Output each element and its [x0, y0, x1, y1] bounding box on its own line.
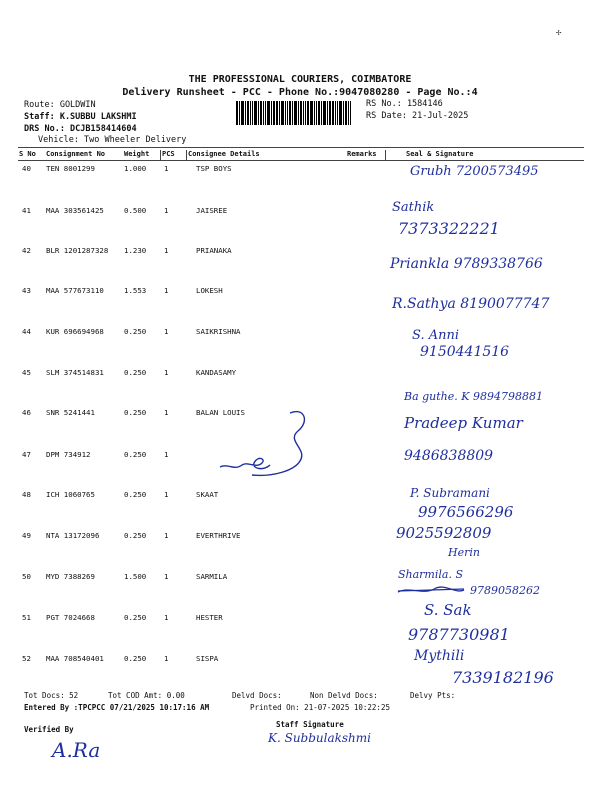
- row-pcs: 1: [164, 654, 169, 663]
- row-sno: 45: [22, 368, 31, 377]
- row-weight: 0.500: [124, 206, 147, 215]
- signature-text: 9789058262: [470, 584, 540, 597]
- signature-text: R.Sathya 8190077747: [392, 296, 550, 312]
- col-pcs: PCS: [162, 150, 175, 158]
- row-consignment: MAA 577673110: [46, 286, 104, 295]
- row-consignee: SAIKRISHNA: [196, 327, 241, 336]
- signature-text: 9025592809: [396, 524, 492, 542]
- row-consignment: MYD 7388269: [46, 572, 95, 581]
- entered-by: Entered By :TPCPCC 07/21/2025 10:17:16 AM: [24, 703, 210, 712]
- row-pcs: 1: [164, 286, 169, 295]
- signature-text: 9976566296: [418, 503, 514, 521]
- row-consignee: KANDASAMY: [196, 368, 237, 377]
- row-consignment: DPM 734912: [46, 450, 91, 459]
- signature-text: S. Anni: [412, 328, 459, 343]
- row-weight: 0.250: [124, 408, 147, 417]
- row-sno: 43: [22, 286, 31, 295]
- col-consignee: Consignee Details: [188, 150, 260, 158]
- total-cod: Tot COD Amt: 0.00: [108, 691, 185, 700]
- signature-text: Mythili: [414, 648, 465, 664]
- row-consignee: SARMILA: [196, 572, 228, 581]
- total-docs: Tot Docs: 52: [24, 691, 79, 700]
- row-consignment: SLM 374514831: [46, 368, 104, 377]
- staff-signature: K. Subbulakshmi: [268, 731, 372, 745]
- signature-text: 9787730981: [408, 625, 510, 644]
- row-weight: 1.500: [124, 572, 147, 581]
- row-weight: 0.250: [124, 450, 147, 459]
- row-consignee: SISPA: [196, 654, 219, 663]
- row-pcs: 1: [164, 450, 169, 459]
- staff-signature-label: Staff Signature: [276, 720, 344, 729]
- col-divider: [186, 150, 187, 160]
- row-consignment: SNR 5241441: [46, 408, 95, 417]
- rs-number: RS No.: 1584146: [366, 99, 443, 109]
- staff: Staff: K.SUBBU LAKSHMI: [24, 112, 137, 122]
- row-sno: 44: [22, 327, 31, 336]
- signature-text: 9486838809: [404, 448, 494, 464]
- table-top-rule: [18, 147, 584, 148]
- company-title: THE PROFESSIONAL COURIERS, COIMBATORE: [188, 74, 412, 85]
- col-consignment: Consignment No: [46, 150, 106, 158]
- non-delivered-docs: Non Delvd Docs:: [310, 691, 378, 700]
- row-consignment: BLR 1201287328: [46, 246, 109, 255]
- col-seal: Seal & Signature: [406, 150, 474, 158]
- signature-text: Herin: [448, 546, 480, 559]
- signature-text: 7373322221: [398, 219, 500, 238]
- corner-mark: ✢: [556, 28, 562, 38]
- runsheet-subtitle: Delivery Runsheet - PCC - Phone No.:9047080280 - Page No.:4: [122, 87, 478, 98]
- row-weight: 0.250: [124, 327, 147, 336]
- row-weight: 1.230: [124, 246, 147, 255]
- row-sno: 40: [22, 164, 31, 173]
- row-consignment: ICH 1060765: [46, 490, 95, 499]
- rs-date: RS Date: 21-Jul-2025: [366, 111, 469, 121]
- verified-by-label: Verified By: [24, 725, 74, 734]
- row-consignment: NTA 13172096: [46, 531, 100, 540]
- signature-text: Priankla 9789338766: [390, 256, 543, 272]
- signature-text: Sharmila. S: [398, 568, 463, 581]
- vehicle: Vehicle: Two Wheeler Delivery: [38, 135, 187, 145]
- row-weight: 1.000: [124, 164, 147, 173]
- col-remarks: Remarks: [347, 150, 377, 158]
- handwritten-scribble: [212, 405, 312, 485]
- row-pcs: 1: [164, 531, 169, 540]
- row-sno: 46: [22, 408, 31, 417]
- header-bottom-rule: [18, 160, 584, 161]
- signature-text: P. Subramani: [410, 486, 490, 500]
- row-consignment: MAA 708540401: [46, 654, 104, 663]
- row-pcs: 1: [164, 368, 169, 377]
- row-consignee: JAISREE: [196, 206, 228, 215]
- row-consignment: TEN 8001299: [46, 164, 95, 173]
- row-sno: 50: [22, 572, 31, 581]
- col-weight: Weight: [124, 150, 150, 158]
- row-consignment: MAA 303561425: [46, 206, 104, 215]
- row-consignment: PGT 7024668: [46, 613, 95, 622]
- row-pcs: 1: [164, 206, 169, 215]
- row-weight: 0.250: [124, 613, 147, 622]
- row-sno: 47: [22, 450, 31, 459]
- row-pcs: 1: [164, 164, 169, 173]
- row-pcs: 1: [164, 408, 169, 417]
- row-consignee: PRIANAKA: [196, 246, 232, 255]
- struck-out-writing: [396, 582, 466, 598]
- delivered-docs: Delvd Docs:: [232, 691, 282, 700]
- signature-text: 7339182196: [452, 668, 554, 687]
- row-consignee: LOKESH: [196, 286, 223, 295]
- row-consignment: KUR 696694968: [46, 327, 104, 336]
- printed-on: Printed On: 21-07-2025 10:22:25: [250, 703, 390, 712]
- barcode: [236, 101, 361, 125]
- row-weight: 1.553: [124, 286, 147, 295]
- col-divider: [385, 150, 386, 160]
- row-pcs: 1: [164, 572, 169, 581]
- signature-text: 9150441516: [420, 344, 510, 360]
- row-consignee: HESTER: [196, 613, 223, 622]
- row-consignee: TSP BOYS: [196, 164, 232, 173]
- row-weight: 0.250: [124, 531, 147, 540]
- row-pcs: 1: [164, 490, 169, 499]
- row-sno: 51: [22, 613, 31, 622]
- row-consignee: SKAAT: [196, 490, 219, 499]
- signature-text: S. Sak: [424, 601, 472, 619]
- col-divider: [160, 150, 161, 160]
- row-sno: 42: [22, 246, 31, 255]
- signature-text: Sathik: [392, 200, 435, 215]
- signature-text: Grubh 7200573495: [410, 164, 539, 179]
- col-sno: S No: [19, 150, 36, 158]
- row-pcs: 1: [164, 613, 169, 622]
- row-weight: 0.250: [124, 368, 147, 377]
- signature-text: Ba guthe. K 9894798881: [404, 390, 543, 403]
- row-pcs: 1: [164, 327, 169, 336]
- row-weight: 0.250: [124, 490, 147, 499]
- row-pcs: 1: [164, 246, 169, 255]
- delivery-points: Delvy Pts:: [410, 691, 456, 700]
- route: Route: GOLDWIN: [24, 100, 96, 110]
- row-sno: 48: [22, 490, 31, 499]
- row-consignee: BALAN LOUIS: [196, 408, 245, 417]
- row-sno: 41: [22, 206, 31, 215]
- row-consignee: EVERTHRIVE: [196, 531, 241, 540]
- row-sno: 52: [22, 654, 31, 663]
- drs-number: DRS No.: DCJB158414604: [24, 124, 137, 134]
- row-sno: 49: [22, 531, 31, 540]
- verifier-signature: A.Ra: [52, 738, 101, 762]
- signature-text: Pradeep Kumar: [404, 414, 523, 432]
- row-weight: 0.250: [124, 654, 147, 663]
